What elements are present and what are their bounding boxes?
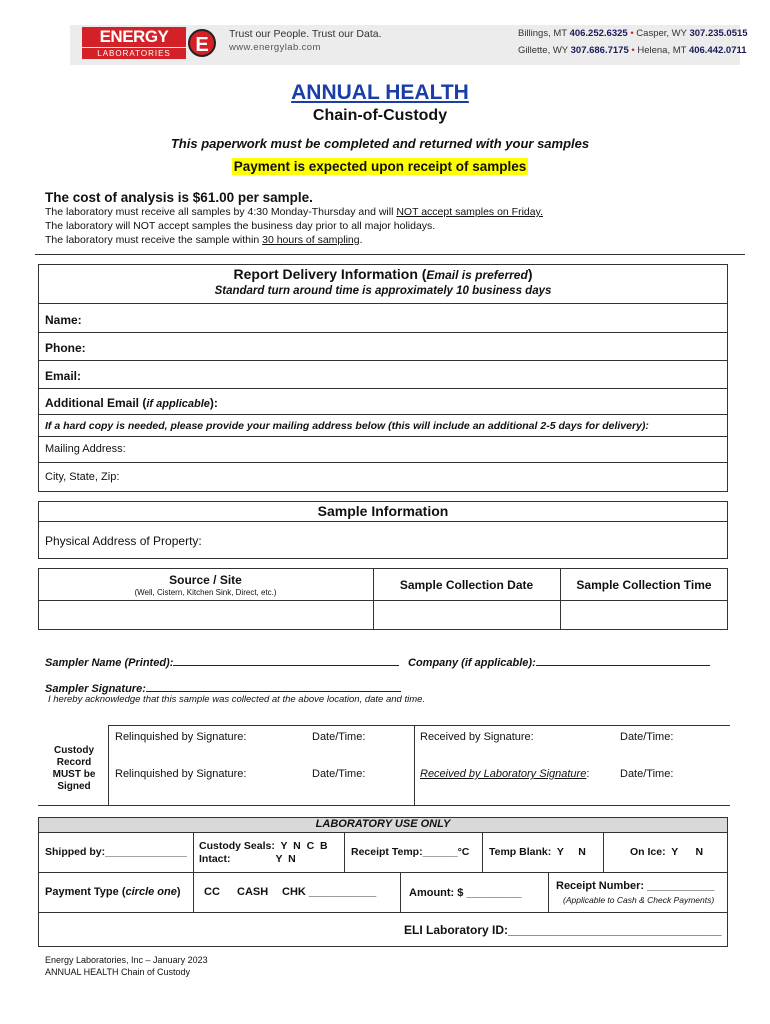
rule-3-text: The laboratory must receive the sample within <box>45 234 263 246</box>
intact-label: Intact: <box>199 853 231 865</box>
company-line[interactable] <box>536 654 710 666</box>
city-state-zip-field[interactable]: City, State, Zip: <box>45 471 120 483</box>
divider <box>603 832 604 872</box>
relinquished-datetime-2[interactable]: Date/Time: <box>312 768 366 780</box>
received-lab-signature[interactable]: Received by Laboratory Signature: <box>420 768 590 780</box>
city-helena: Helena, MT <box>637 45 689 56</box>
divider <box>38 872 728 873</box>
sampler-signature-field[interactable] <box>45 680 401 695</box>
tagline: Trust our People. Trust our Data. <box>229 28 382 40</box>
amount-field[interactable]: Amount: $ _________ <box>409 887 522 899</box>
payment-check[interactable]: CHK ___________ <box>282 886 377 898</box>
report-heading-close: ) <box>527 266 533 282</box>
divider <box>108 725 109 805</box>
payment-type-end: ) <box>176 886 181 898</box>
company-field[interactable] <box>408 654 710 669</box>
collection-date-cell[interactable] <box>374 601 559 629</box>
intact-options[interactable]: Y N <box>275 853 296 865</box>
sampler-name-label: Sampler Name (Printed): <box>45 657 174 669</box>
rule-2: The laboratory will NOT accept samples the business day prior to all major holidays. <box>45 220 436 232</box>
divider <box>38 912 728 913</box>
relinquished-signature-1[interactable]: Relinquished by Signature: <box>115 731 247 743</box>
email-field[interactable]: Email: <box>45 369 82 383</box>
divider <box>414 725 415 805</box>
lab-id-field[interactable]: ELI Laboratory ID:________________________________ <box>404 923 722 937</box>
sample-info-heading: Sample Information <box>317 503 449 519</box>
city-billings: Billings, MT <box>518 28 570 39</box>
custody-label-3: MUST be <box>52 769 96 780</box>
additional-email-label: Additional Email ( <box>45 396 147 410</box>
contact-line-2 <box>518 45 747 56</box>
custody-seals-options[interactable]: Y N C B <box>280 840 328 852</box>
rule-3-emphasis: 30 hours of sampling <box>262 234 360 246</box>
footer-form-name: ANNUAL HEALTH Chain of Custody <box>45 967 191 977</box>
rule-3-end: . <box>359 234 363 246</box>
company-label: Company (if applicable): <box>408 657 536 669</box>
lab-use-heading: LABORATORY USE ONLY <box>315 818 451 830</box>
report-heading-text: Report Delivery Information ( <box>233 266 427 282</box>
phone-field[interactable]: Phone: <box>45 341 86 355</box>
report-heading-email: Email is preferred <box>426 268 528 282</box>
report-delivery-box <box>38 264 728 492</box>
received-signature-1[interactable]: Received by Signature: <box>420 731 534 743</box>
temp-blank-options[interactable]: Temp Blank: Y N <box>489 846 586 858</box>
phone-helena: 406.442.0711 <box>688 45 747 56</box>
sampler-signature-label: Sampler Signature: <box>45 683 146 695</box>
phone-billings: 406.252.6325 <box>569 28 628 39</box>
payment-type-hint: circle one <box>125 886 177 898</box>
col-source-site: Source / Site <box>169 573 242 587</box>
company-logo <box>82 27 217 59</box>
logo-e-badge: E <box>188 29 216 57</box>
divider <box>344 832 345 872</box>
payment-cc[interactable]: CC <box>204 886 220 898</box>
collection-time-cell[interactable] <box>561 601 727 629</box>
rule-1 <box>45 206 543 218</box>
page-subtitle: Chain-of-Custody <box>312 107 448 124</box>
divider <box>38 521 728 522</box>
payment-notice: Payment is expected upon receipt of samples <box>233 159 527 174</box>
divider <box>35 254 745 255</box>
hard-copy-note: If a hard copy is needed, please provide your mailing address below (this will include an additional 2-5 days for delivery): <box>45 420 649 432</box>
custody-seals-label: Custody Seals: <box>199 840 275 852</box>
source-site-cell[interactable] <box>39 601 372 629</box>
turnaround-note: Standard turn around time is approximately 10 business days <box>214 285 552 297</box>
received-lab-label: Received by Laboratory Signature <box>420 768 587 780</box>
divider <box>38 436 728 437</box>
divider <box>38 332 728 333</box>
custody-label-4: Signed <box>57 781 91 792</box>
divider <box>38 462 728 463</box>
sampler-name-field[interactable] <box>45 654 399 669</box>
custody-seals[interactable] <box>199 840 328 866</box>
city-gillette: Gillette, WY <box>518 45 571 56</box>
payment-type-text: Payment Type ( <box>45 886 126 898</box>
col-source-site-note: (Well, Cistern, Kitchen Sink, Direct, etc.) <box>134 588 277 597</box>
contact-line-1 <box>518 28 748 39</box>
received-datetime-2[interactable]: Date/Time: <box>620 768 674 780</box>
received-datetime-1[interactable]: Date/Time: <box>620 731 674 743</box>
logo-word-laboratories: LABORATORIES <box>82 48 186 59</box>
divider <box>38 832 728 833</box>
additional-email-field[interactable] <box>45 396 218 410</box>
custody-label <box>46 745 102 793</box>
property-address-field[interactable]: Physical Address of Property: <box>45 534 202 548</box>
custody-label-1: Custody <box>54 745 94 756</box>
divider <box>400 872 401 912</box>
additional-email-hint: if applicable <box>146 398 210 410</box>
divider <box>108 725 730 726</box>
bullet: • <box>630 28 634 39</box>
report-heading <box>38 266 728 282</box>
sampler-signature-line[interactable] <box>146 680 401 692</box>
receipt-number-note: (Applicable to Cash & Check Payments) <box>563 895 715 905</box>
divider <box>38 805 730 806</box>
rule-3 <box>45 234 363 246</box>
phone-casper: 307.235.0515 <box>689 28 748 39</box>
divider <box>193 832 194 912</box>
name-field[interactable]: Name: <box>45 313 82 327</box>
payment-cash[interactable]: CASH <box>237 886 269 898</box>
receipt-number-field[interactable]: Receipt Number: ___________ <box>556 880 715 892</box>
custody-label-2: Record <box>56 757 92 768</box>
acknowledgement: I hereby acknowledge that this sample was collected at the above location, date and time. <box>48 694 426 705</box>
footer-company-date: Energy Laboratories, Inc – January 2023 <box>45 955 208 965</box>
on-ice-options[interactable]: On Ice: Y N <box>630 846 704 858</box>
website: www.energylab.com <box>229 42 321 53</box>
mailing-address-field[interactable]: Mailing Address: <box>45 443 126 455</box>
divider <box>38 303 728 304</box>
payment-type-label <box>45 886 181 898</box>
city-casper: Casper, WY <box>636 28 690 39</box>
phone-gillette: 307.686.7175 <box>570 45 629 56</box>
sampler-name-line[interactable] <box>173 654 399 666</box>
cost-line: The cost of analysis is $61.00 per sample. <box>45 190 313 205</box>
page-title: ANNUAL HEALTH <box>291 81 469 104</box>
additional-email-end: ): <box>209 396 218 410</box>
divider <box>38 388 728 389</box>
col-collection-date: Sample Collection Date <box>399 578 534 592</box>
logo-word-energy: ENERGY <box>82 27 186 47</box>
divider <box>38 414 728 415</box>
divider <box>482 832 483 872</box>
divider <box>548 872 549 912</box>
relinquished-datetime-1[interactable]: Date/Time: <box>312 731 366 743</box>
col-collection-time: Sample Collection Time <box>576 578 712 592</box>
relinquished-signature-2[interactable]: Relinquished by Signature: <box>115 768 247 780</box>
rule-1-text: The laboratory must receive all samples by 4:30 Monday-Thursday and will <box>45 206 397 218</box>
shipped-by-field[interactable]: Shipped by:______________ <box>45 846 187 858</box>
divider <box>38 360 728 361</box>
bullet: • <box>631 45 635 56</box>
rule-1-emphasis: NOT accept samples on Friday. <box>396 206 543 218</box>
receipt-temp-field[interactable]: Receipt Temp:______°C <box>351 846 470 858</box>
instructions-note: This paperwork must be completed and returned with your samples <box>170 136 590 151</box>
